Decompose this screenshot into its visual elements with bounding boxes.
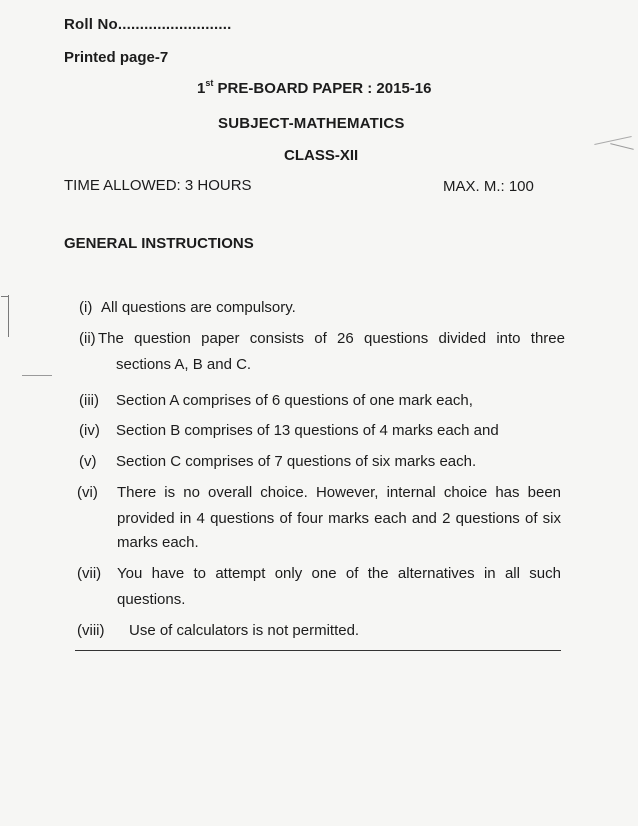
- instruction-number: (iv): [79, 422, 100, 439]
- subject-title: SUBJECT-MATHEMATICS: [218, 115, 405, 132]
- class-title: CLASS-XII: [284, 147, 359, 164]
- instruction-text: questions.: [117, 591, 186, 608]
- paper-title-ordinal: st: [205, 78, 214, 88]
- instruction-text: You have to attempt only one of the alternatives in all such: [117, 565, 561, 582]
- time-allowed: TIME ALLOWED: 3 HOURS: [64, 177, 252, 194]
- scan-mark: [8, 295, 9, 337]
- general-instructions-heading: GENERAL INSTRUCTIONS: [64, 235, 254, 252]
- instruction-number: (vi): [77, 484, 98, 501]
- instruction-text: provided in 4 questions of four marks each and 2 questions of six: [117, 510, 561, 527]
- instruction-number: (viii): [77, 622, 105, 639]
- instruction-text: Section A comprises of 6 questions of one mark each,: [116, 392, 473, 409]
- instruction-text: marks each.: [117, 534, 199, 551]
- instruction-text: sections A, B and C.: [116, 356, 252, 373]
- instruction-text: All questions are compulsory.: [101, 299, 296, 316]
- instruction-text: Section B comprises of 13 questions of 4 marks each and: [116, 422, 499, 439]
- instruction-text: There is no overall choice. However, internal choice has been: [117, 484, 561, 501]
- instruction-text: Section C comprises of 7 questions of six marks each.: [116, 453, 477, 470]
- instruction-number: (vii): [77, 565, 102, 582]
- paper-title: [197, 80, 431, 97]
- instruction-number: (i): [79, 299, 93, 316]
- scan-mark: [610, 143, 634, 150]
- instruction-text: The question paper consists of 26 questions divided into three: [98, 330, 565, 347]
- max-marks: MAX. M.: 100: [443, 178, 534, 195]
- scan-mark: [22, 375, 52, 376]
- instruction-number: (ii): [79, 330, 96, 347]
- instruction-number: (iii): [79, 392, 99, 409]
- paper-title-number: 1: [197, 80, 206, 97]
- instruction-text: Use of calculators is not permitted.: [129, 622, 360, 639]
- roll-number-field: Roll No..........................: [64, 16, 232, 33]
- footer-divider: [75, 650, 561, 651]
- instruction-number: (v): [79, 453, 97, 470]
- printed-page-count: Printed page-7: [64, 49, 169, 66]
- paper-title-text: PRE-BOARD PAPER : 2015-16: [213, 80, 432, 97]
- scan-mark: [1, 296, 8, 297]
